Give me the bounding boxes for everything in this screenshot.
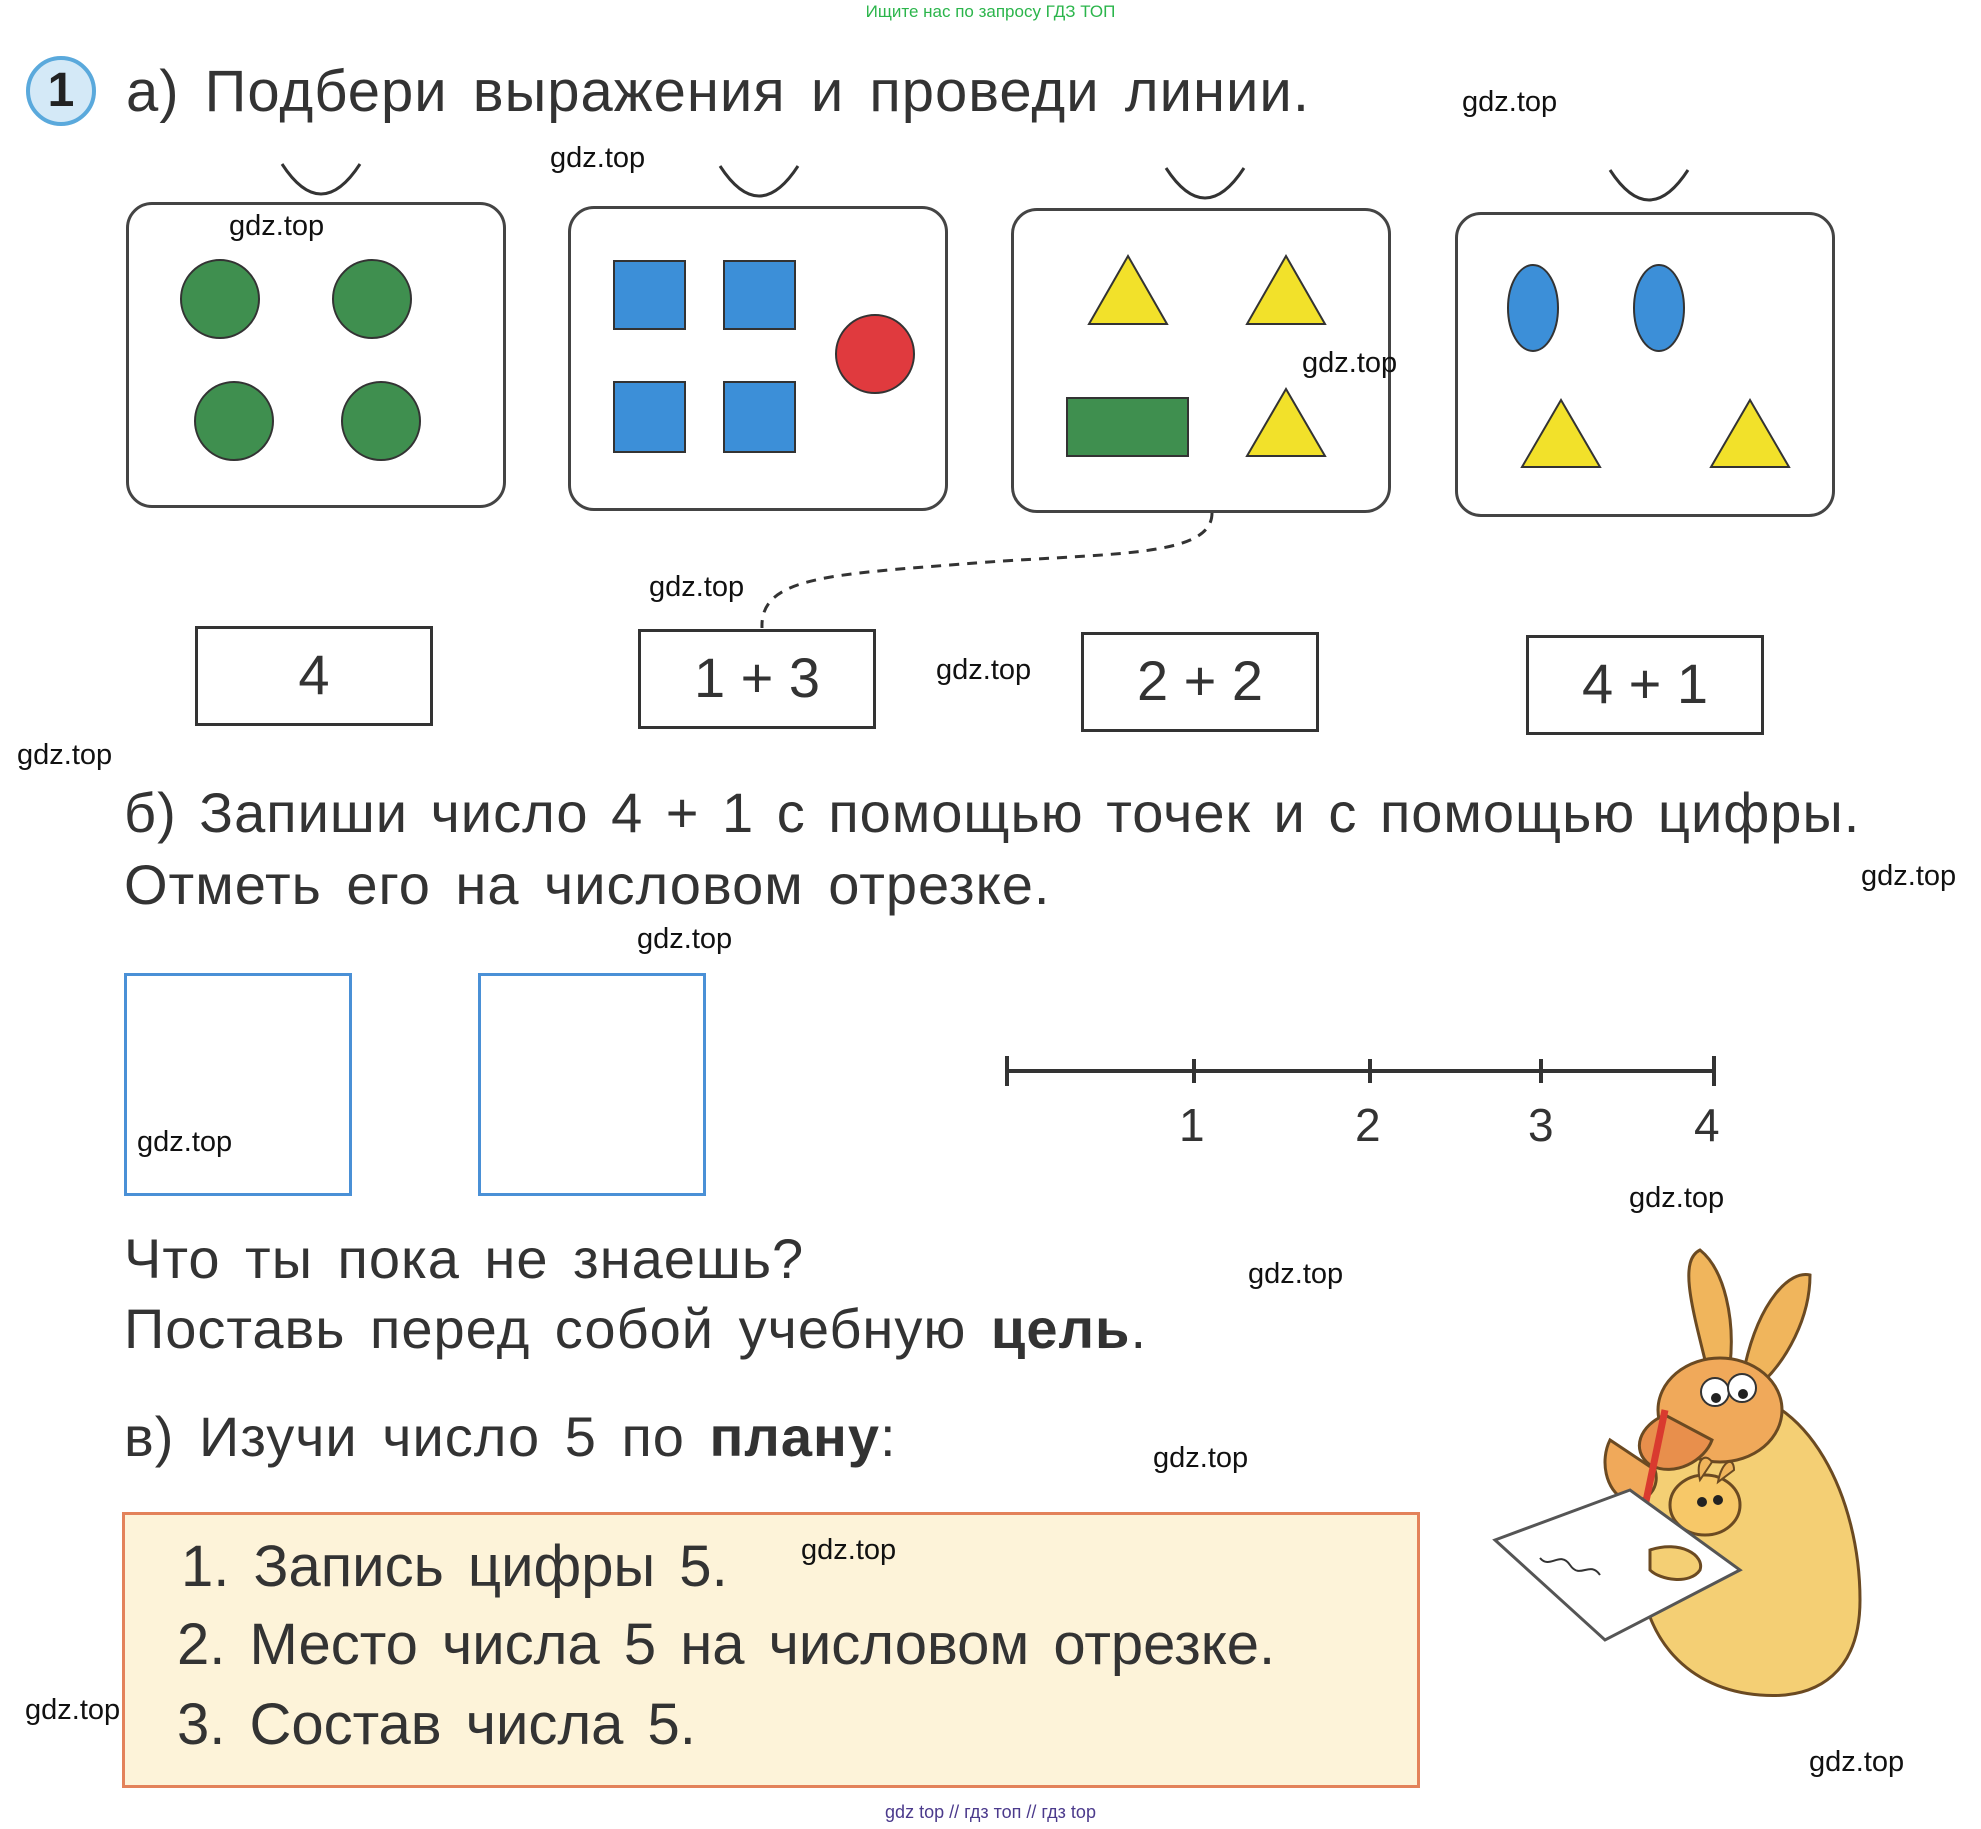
watermark: gdz.top bbox=[25, 1694, 121, 1726]
plan-item-3: 3. Состав числа 5. bbox=[177, 1692, 696, 1757]
part-b-line-1: б) Запиши число 4 + 1 с помощью точек и с помощью цифры. bbox=[124, 781, 1861, 844]
watermark: gdz.top bbox=[550, 142, 646, 174]
watermark: gdz.top bbox=[936, 654, 1032, 686]
expression-box-4: 4 bbox=[195, 626, 433, 726]
watermark: gdz.top bbox=[17, 739, 113, 771]
number-line-label-2: 2 bbox=[1355, 1099, 1381, 1151]
bottom-banner: gdz top // гдз топ // гдз top bbox=[885, 1802, 1096, 1822]
watermark: gdz.top bbox=[1153, 1442, 1249, 1474]
expression-box-1-plus-3: 1 + 3 bbox=[638, 629, 876, 729]
watermark: gdz.top bbox=[1248, 1258, 1344, 1290]
expression-box-2-plus-2: 2 + 2 bbox=[1081, 632, 1319, 732]
watermark: gdz.top bbox=[1462, 86, 1558, 118]
dashed-connection-line bbox=[0, 0, 1981, 700]
watermark: gdz.top bbox=[1861, 860, 1957, 892]
dots-answer-box[interactable] bbox=[124, 973, 352, 1196]
plan-item-2: 2. Место числа 5 на числовом отрезке. bbox=[177, 1612, 1276, 1677]
expression-box-4-plus-1: 4 + 1 bbox=[1526, 635, 1764, 735]
number-line-label-1: 1 bbox=[1179, 1099, 1205, 1151]
watermark: gdz.top bbox=[229, 210, 325, 242]
watermark: gdz.top bbox=[649, 571, 745, 603]
part-a-heading: а) Подбери выражения и проведи линии. bbox=[126, 59, 1310, 124]
top-banner: Ищите нас по запросу ГДЗ ТОП bbox=[865, 2, 1116, 21]
watermark: gdz.top bbox=[1302, 347, 1398, 379]
watermark: gdz.top bbox=[1809, 1746, 1905, 1778]
watermark: gdz.top bbox=[801, 1534, 897, 1566]
part-c-heading: в) Изучи число 5 по плану: bbox=[124, 1405, 897, 1468]
watermark: gdz.top bbox=[137, 1126, 233, 1158]
plan-bold-word: плану bbox=[709, 1405, 880, 1468]
goal-bold-word: цель bbox=[990, 1297, 1131, 1360]
kangaroo-illustration bbox=[1490, 1240, 1880, 1710]
number-line[interactable] bbox=[990, 1046, 1730, 1096]
number-line-label-3: 3 bbox=[1528, 1099, 1554, 1151]
plan-box bbox=[122, 1512, 1420, 1788]
number-line-label-4: 4 bbox=[1694, 1099, 1720, 1151]
question-text: Что ты пока не знаешь? bbox=[124, 1227, 805, 1290]
watermark: gdz.top bbox=[637, 923, 733, 955]
plan-item-1: 1. Запись цифры 5. bbox=[181, 1534, 728, 1599]
digit-answer-box[interactable] bbox=[478, 973, 706, 1196]
watermark: gdz.top bbox=[1629, 1182, 1725, 1214]
goal-text: Поставь перед собой учебную цель. bbox=[124, 1297, 1148, 1360]
task-number-badge: 1 bbox=[26, 56, 96, 126]
part-b-line-2: Отметь его на числовом отрезке. bbox=[124, 853, 1051, 916]
